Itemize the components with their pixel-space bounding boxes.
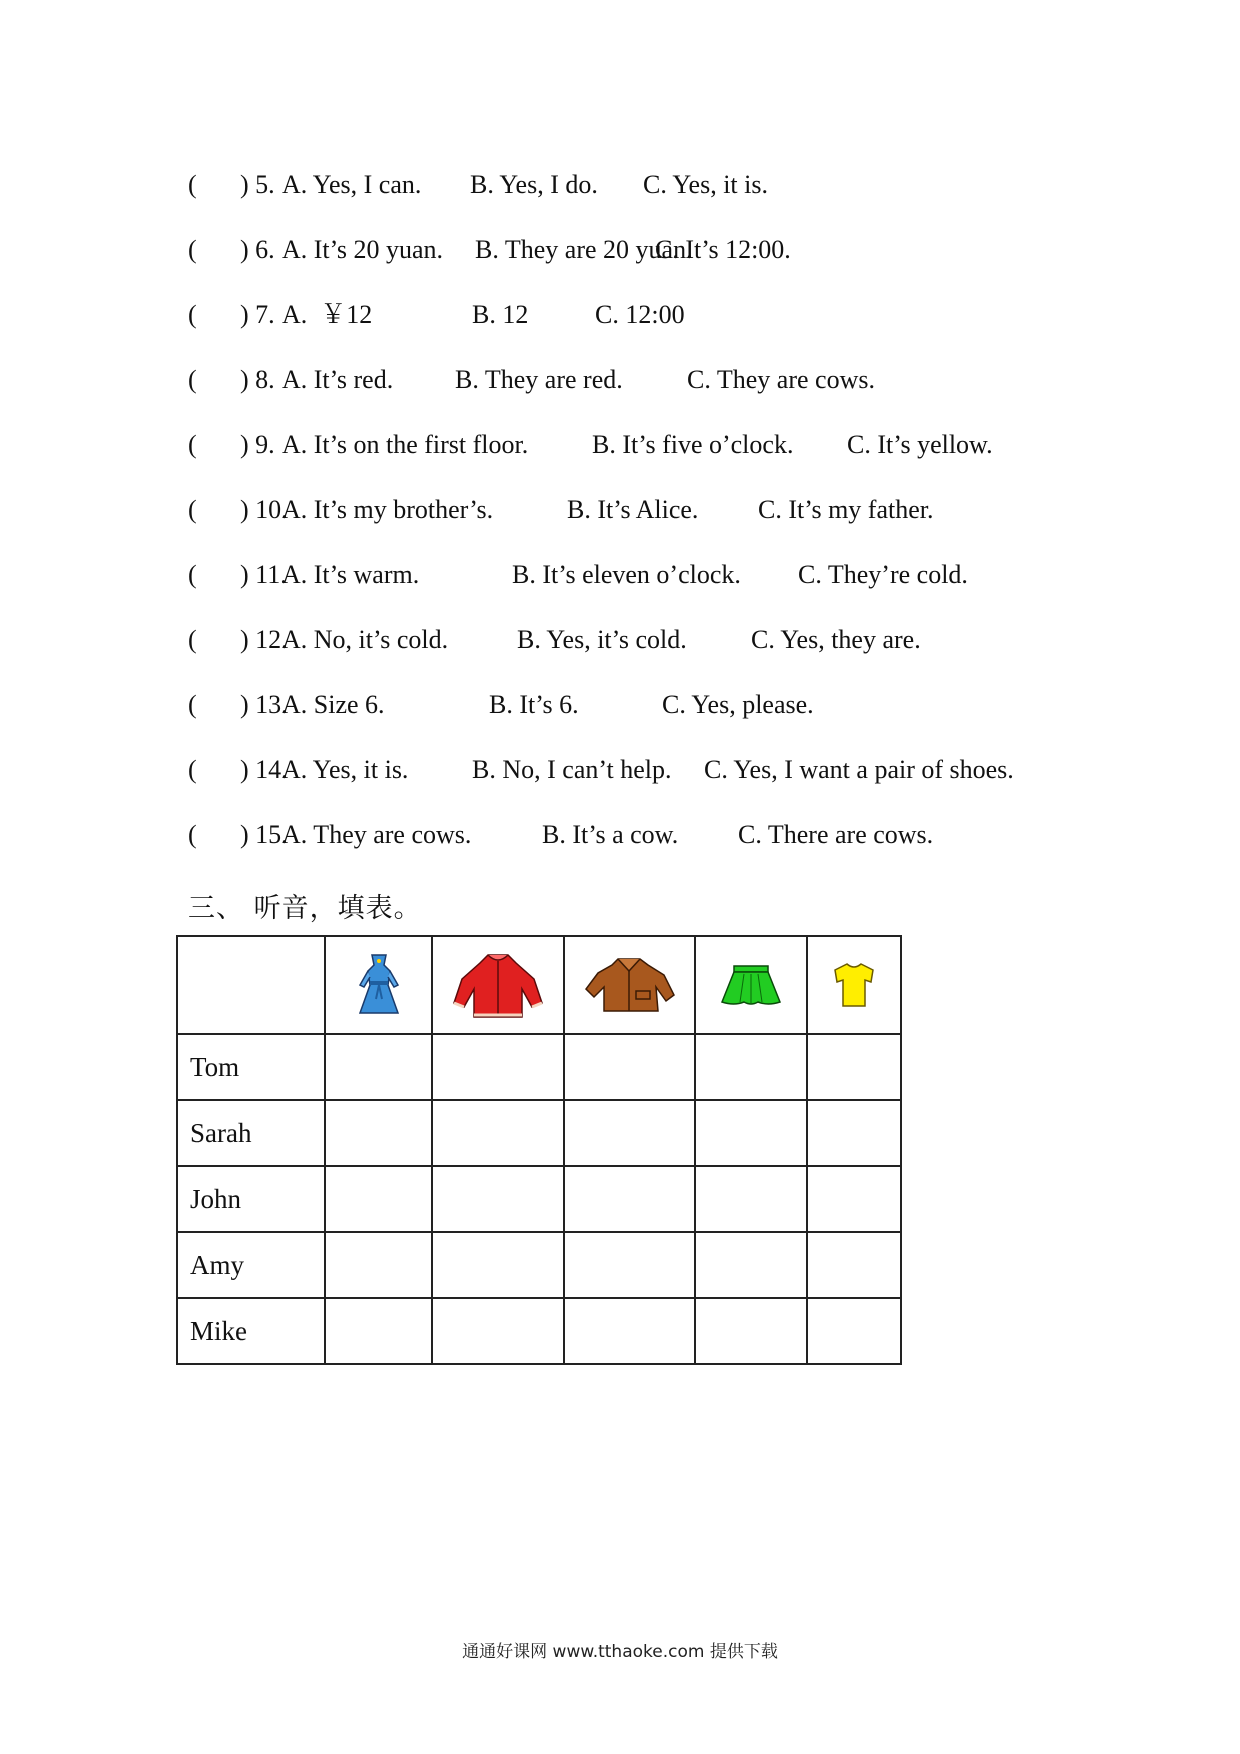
option-c: C. There are cows.	[738, 820, 934, 849]
header-cell-coat	[432, 936, 564, 1034]
option-a: A. Size 6.	[282, 690, 385, 719]
table-row	[177, 1166, 901, 1232]
option-b: B. No, I can’t help.	[472, 755, 672, 784]
option-b: B. They are red.	[455, 365, 623, 394]
question-number: ) 10.	[240, 495, 288, 524]
option-b: B. It’s a cow.	[542, 820, 679, 849]
answer-cell[interactable]	[432, 1166, 564, 1232]
answer-paren-open[interactable]: (	[188, 430, 197, 459]
row-name: Sarah	[177, 1100, 325, 1166]
answer-cell[interactable]	[325, 1232, 432, 1298]
answer-paren-open[interactable]: (	[188, 560, 197, 589]
option-a: A. It’s my brother’s.	[282, 495, 494, 524]
dress-icon	[354, 951, 404, 1019]
answer-cell[interactable]	[564, 1100, 695, 1166]
row-name: Tom	[177, 1034, 325, 1100]
table-row	[177, 1232, 901, 1298]
green-skirt-icon	[718, 962, 784, 1008]
row-name: John	[177, 1166, 325, 1232]
answer-cell[interactable]	[325, 1100, 432, 1166]
option-a: A. It’s on the first floor.	[282, 430, 529, 459]
corner-cell	[177, 936, 325, 1034]
question-number: ) 5.	[240, 170, 275, 199]
answer-cell[interactable]	[695, 1166, 807, 1232]
answer-cell[interactable]	[807, 1232, 901, 1298]
header-cell-dress	[325, 936, 432, 1034]
answer-cell[interactable]	[432, 1232, 564, 1298]
question-number: ) 15.	[240, 820, 288, 849]
answer-cell[interactable]	[564, 1298, 695, 1364]
option-c: C. It’s my father.	[758, 495, 934, 524]
option-b: B. Yes, it’s cold.	[517, 625, 687, 654]
table-row	[177, 1298, 901, 1364]
option-b: B. 12	[472, 300, 529, 329]
row-name: Mike	[177, 1298, 325, 1364]
answer-paren-open[interactable]: (	[188, 365, 197, 394]
question-number: ) 6.	[240, 235, 275, 264]
section-title: 三、 听音，填表。	[188, 893, 422, 924]
answer-cell[interactable]	[807, 1034, 901, 1100]
answer-cell[interactable]	[564, 1232, 695, 1298]
answer-cell[interactable]	[432, 1100, 564, 1166]
question-number: ) 13.	[240, 690, 288, 719]
option-a: A. They are cows.	[282, 820, 472, 849]
question-number: ) 12.	[240, 625, 288, 654]
option-b: B. It’s Alice.	[567, 495, 699, 524]
answer-cell[interactable]	[807, 1100, 901, 1166]
option-b: B. It’s five o’clock.	[592, 430, 794, 459]
option-c: C. Yes, they are.	[751, 625, 921, 654]
table-row	[177, 1100, 901, 1166]
question-number: ) 7.	[240, 300, 275, 329]
answer-paren-open[interactable]: (	[188, 170, 197, 199]
answer-paren-open[interactable]: (	[188, 690, 197, 719]
option-c: C. 12:00	[595, 300, 685, 329]
footer-text: 通通好课网 www.tthaoke.com 提供下载	[462, 1642, 778, 1662]
answer-cell[interactable]	[325, 1166, 432, 1232]
question-number: ) 8.	[240, 365, 275, 394]
brown-jacket-icon	[584, 953, 676, 1017]
option-b: B. It’s 6.	[489, 690, 579, 719]
answer-cell[interactable]	[695, 1232, 807, 1298]
answer-cell[interactable]	[325, 1034, 432, 1100]
answer-cell[interactable]	[695, 1298, 807, 1364]
option-c: C. They are cows.	[687, 365, 875, 394]
option-a: A. Yes, I can.	[282, 170, 422, 199]
answer-paren-open[interactable]: (	[188, 755, 197, 784]
option-a: A. ￥12	[282, 300, 373, 329]
header-cell-tshirt	[807, 936, 901, 1034]
option-a: A. It’s warm.	[282, 560, 420, 589]
answer-cell[interactable]	[695, 1100, 807, 1166]
question-number: ) 11.	[240, 560, 287, 589]
answer-cell[interactable]	[432, 1034, 564, 1100]
header-row	[177, 936, 901, 1034]
red-coat-icon	[450, 949, 546, 1021]
option-a: A. It’s 20 yuan.	[282, 235, 444, 264]
option-a: A. No, it’s cold.	[282, 625, 449, 654]
option-c: C. Yes, it is.	[643, 170, 768, 199]
option-b: B. It’s eleven o’clock.	[512, 560, 741, 589]
option-c: C. They’re cold.	[798, 560, 968, 589]
option-a: A. Yes, it is.	[282, 755, 409, 784]
option-c: C. Yes, please.	[662, 690, 814, 719]
answer-paren-open[interactable]: (	[188, 820, 197, 849]
option-b: B. Yes, I do.	[470, 170, 598, 199]
question-number: ) 14.	[240, 755, 288, 784]
answer-cell[interactable]	[564, 1034, 695, 1100]
option-a: A. It’s red.	[282, 365, 394, 394]
table-row	[177, 1034, 901, 1100]
option-c: C. It’s 12:00.	[655, 235, 791, 264]
answer-paren-open[interactable]: (	[188, 625, 197, 654]
listening-table	[176, 935, 902, 1365]
answer-cell[interactable]	[807, 1298, 901, 1364]
yellow-tshirt-icon	[831, 960, 877, 1010]
answer-paren-open[interactable]: (	[188, 495, 197, 524]
option-b: B. They are 20 yuan.	[475, 235, 693, 264]
answer-paren-open[interactable]: (	[188, 235, 197, 264]
answer-cell[interactable]	[432, 1298, 564, 1364]
answer-cell[interactable]	[325, 1298, 432, 1364]
row-name: Amy	[177, 1232, 325, 1298]
question-number: ) 9.	[240, 430, 275, 459]
option-c: C. It’s yellow.	[847, 430, 993, 459]
header-cell-skirt	[695, 936, 807, 1034]
answer-cell[interactable]	[695, 1034, 807, 1100]
option-c: C. Yes, I want a pair of shoes.	[704, 755, 1014, 784]
answer-cell[interactable]	[807, 1166, 901, 1232]
answer-cell[interactable]	[564, 1166, 695, 1232]
answer-paren-open[interactable]: (	[188, 300, 197, 329]
header-cell-jacket	[564, 936, 695, 1034]
